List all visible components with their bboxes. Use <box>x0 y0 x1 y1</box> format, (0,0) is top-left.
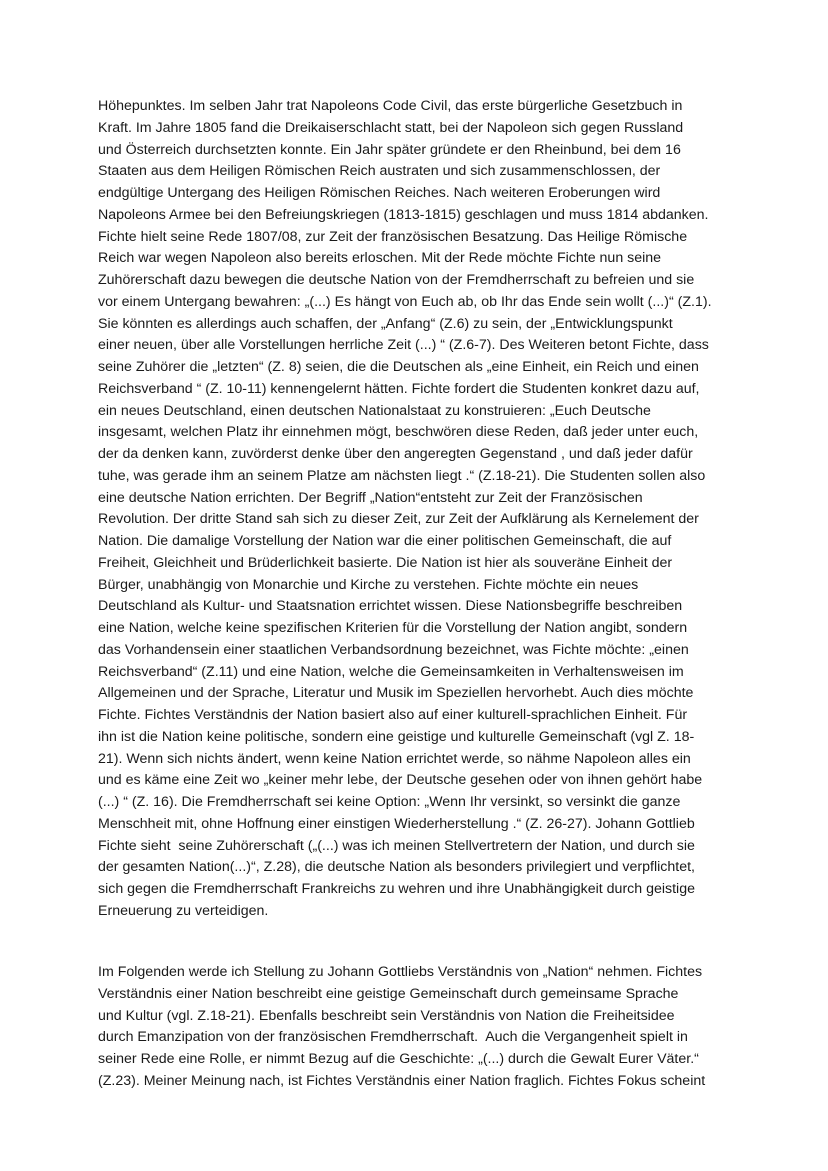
text-line: und Kultur (vgl. Z.18-21). Ebenfalls beschreibt sein Verständnis von Nation die Freiheitsidee <box>98 1007 675 1024</box>
text-line: Freiheit, Gleichheit und Brüderlichkeit basierte. Die Nation ist hier als souveräne Einheit der <box>98 554 673 571</box>
text-line: Allgemeinen und der Sprache, Literatur und Musik im Speziellen hervorhebt. Auch dies möchte <box>98 685 694 702</box>
text-line: Reich war wegen Napoleon also bereits erloschen. Mit der Rede möchte Fichte nun seine <box>98 250 662 267</box>
text-line: Fichte hielt seine Rede 1807/08, zur Zeit der französischen Besatzung. Das Heilige Römische <box>98 228 688 245</box>
text-line: (Z.23). Meiner Meinung nach, ist Fichtes Verständnis einer Nation fraglich. Fichtes Fokus scheint <box>98 1072 706 1089</box>
text-line: sich gegen die Fremdherrschaft Frankreichs zu wehren und ihre Unabhängigkeit durch geistige <box>98 881 695 897</box>
text-line: das Vorhandensein einer staatlichen Verbandsordnung bezeichnet, was Fichte möchte: „einen <box>98 641 689 658</box>
text-line: einer neuen, über alle Vorstellungen herrliche Zeit (...) “ (Z.6-7). Des Weiteren betont Fichte, dass <box>98 337 709 354</box>
text-line: Reichsverband“ (Z.11) und eine Nation, welche die Gemeinsamkeiten in Verhaltensweisen im <box>98 663 684 680</box>
text-line: durch Emanzipation von der französischen Fremdherrschaft. Auch die Vergangenheit spielt in <box>98 1029 688 1046</box>
text-line: Fichte. Fichtes Verständnis der Nation basiert also auf einer kulturell-sprachlichen Einheit. Für <box>98 707 688 723</box>
text-line: Zuhörerschaft dazu bewegen die deutsche Nation von der Fremdherrschaft zu befreien und sie <box>98 272 695 288</box>
text-line: seiner Rede eine Rolle, er nimmt Bezug auf die Geschichte: „(...) durch die Gewalt Eurer Väter.“ <box>98 1051 699 1067</box>
text-line: und Österreich durchsetzten konnte. Ein Jahr später gründete er den Rheinbund, bei dem 16 <box>98 141 681 158</box>
text-line: tuhe, was gerade ihm an seinem Platze am nächsten liegt .“ (Z.18-21). Die Studenten sollen also <box>98 467 706 484</box>
text-line: seine Zuhörer die „letzten“ (Z. 8) seien, die die Deutschen als „eine Einheit, ein Reich und einen <box>98 359 699 375</box>
text-line: Erneuerung zu verteidigen. <box>98 902 269 919</box>
text-line: Deutschland als Kultur- und Staatsnation errichtet wissen. Diese Nationsbegriffe beschreiben <box>98 598 683 615</box>
paragraph-historical-context <box>98 96 712 923</box>
text-line: (...) “ (Z. 16). Die Fremdherrschaft sei keine Option: „Wenn Ihr versinkt, so versinkt die ganze <box>98 794 681 810</box>
text-line: Revolution. Der dritte Stand sah sich zu dieser Zeit, zur Zeit der Aufklärung als Kernelement der <box>98 511 699 528</box>
text-line: Sie könnten es allerdings auch schaffen, der „Anfang“ (Z.6) zu sein, der „Entwicklungspunkt <box>98 315 673 332</box>
text-line: 21). Wenn sich nichts ändert, wenn keine Nation errichtet werde, so nähme Napoleon alles ein <box>98 750 691 767</box>
text-line: eine deutsche Nation errichten. Der Begriff „Nation“entsteht zur Zeit der Französischen <box>98 489 643 506</box>
text-line: Kraft. Im Jahre 1805 fand die Dreikaiserschlacht statt, bei der Napoleon sich gegen Russland <box>98 119 684 136</box>
text-line: Bürger, unabhängig von Monarchie und Kirche zu verstehen. Fichte möchte ein neues <box>98 576 639 593</box>
text-line: Nation. Die damalige Vorstellung der Nation war die einer politischen Gemeinschaft, die auf <box>98 533 672 549</box>
paragraph-opinion <box>98 962 705 1093</box>
text-line: und es käme eine Zeit wo „keiner mehr lebe, der Deutsche gesehen oder von ihnen gehört habe <box>98 772 703 789</box>
text-line: Verständnis einer Nation beschreibt eine geistige Gemeinschaft durch gemeinsame Sprache <box>98 985 679 1002</box>
text-line: vor einem Untergang bewahren: „(...) Es hängt von Euch ab, ob Ihr das Ende sein wollt (...)“ (Z.1). <box>98 293 712 310</box>
text-line: endgültige Untergang des Heiligen Römischen Reiches. Nach weiteren Eroberungen wird <box>98 185 661 201</box>
text-line: Reichsverband “ (Z. 10-11) kennengelernt hätten. Fichte fordert die Studenten konkret dazu auf, <box>98 380 700 397</box>
text-line: ihn ist die Nation keine politische, sondern eine geistige und kulturelle Gemeinschaft (vgl Z. 18- <box>98 728 695 745</box>
text-line: der gesamten Nation(...)“, Z.28), die deutsche Nation als besonders privilegiert und verpflichtet, <box>98 859 695 876</box>
text-line: ein neues Deutschland, einen deutschen Nationalstaat zu konstruieren: „Euch Deutsche <box>98 402 651 419</box>
text-line: Napoleons Armee bei den Befreiungskriegen (1813-1815) geschlagen und muss 1814 abdanken. <box>98 206 709 223</box>
text-line: Staaten aus dem Heiligen Römischen Reich austraten und sich zusammenschlossen, der <box>98 163 661 180</box>
text-line: insgesamt, welchen Platz ihr einnehmen mögt, beschwören diese Reden, daß jeder unter euch, <box>98 424 699 441</box>
text-line: Fichte sieht seine Zuhörerschaft („(...) was ich meinen Stellvertretern der Nation, und durch sie <box>98 837 695 854</box>
text-line: Menschheit mit, ohne Hoffnung einer einstigen Wiederherstellung .“ (Z. 26-27). Johann Gottlieb <box>98 815 695 832</box>
text-line: der da denken kann, zuvörderst denke über den angeregten Gegenstand , und daß jeder dafür <box>98 446 693 462</box>
text-line: eine Nation, welche keine spezifischen Kriterien für die Vorstellung der Nation angibt, sondern <box>98 620 688 636</box>
text-line: Höhepunktes. Im selben Jahr trat Napoleons Code Civil, das erste bürgerliche Gesetzbuch in <box>98 98 683 114</box>
text-line: Im Folgenden werde ich Stellung zu Johann Gottliebs Verständnis von „Nation“ nehmen. Fichtes <box>98 964 703 980</box>
